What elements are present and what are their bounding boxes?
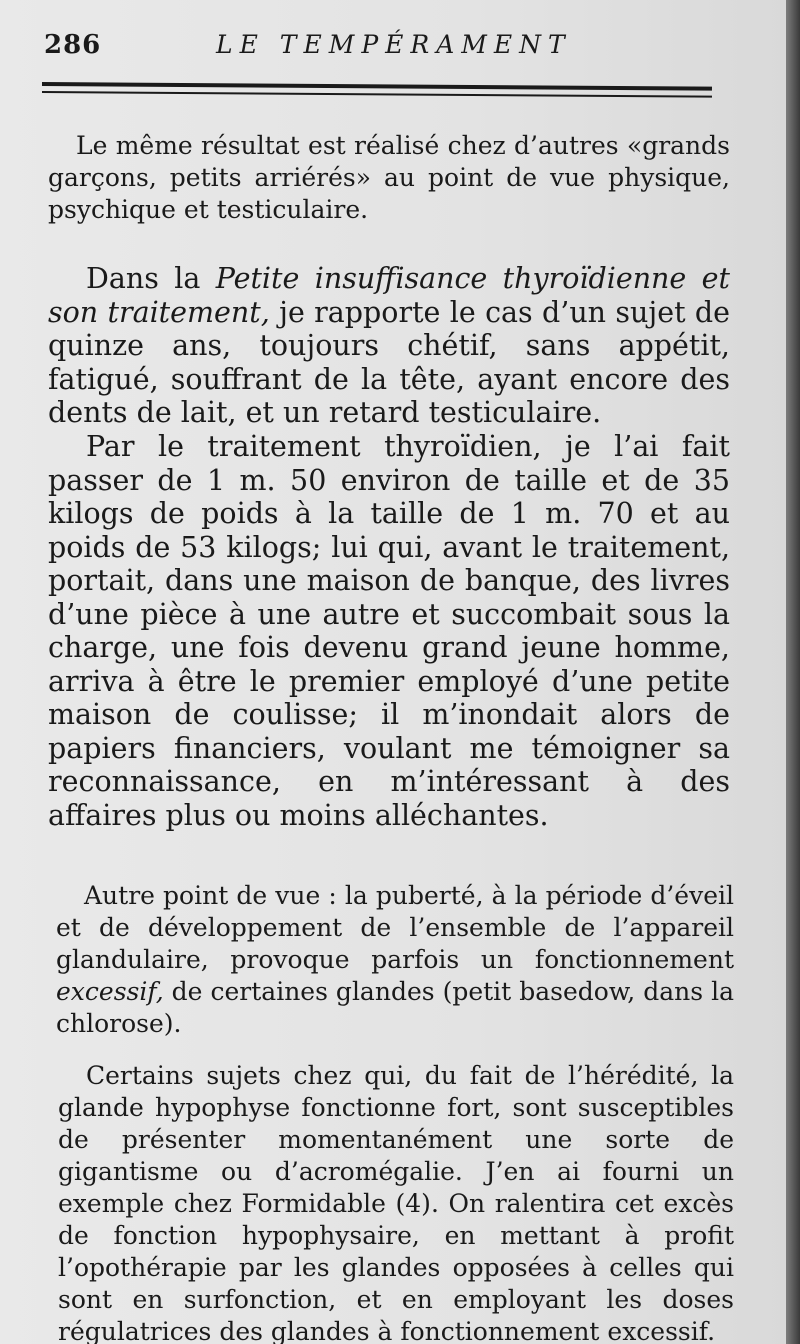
header-rule-thin	[42, 91, 712, 98]
paragraph-2-start: Dans la	[86, 262, 216, 295]
paragraph-1: Le même résultat est réalisé chez d’autres «grands garçons, petits arriérés» au point de vue physique, psychique et testiculaire.	[48, 131, 730, 224]
paragraph-5: Certains sujets chez qui, du fait de l’hérédité, la glande hypophyse fonctionne fort, sont susceptibles de présenter momentanément une sorte de gigantisme ou d’acromégalie. J’en ai fourni un exemple chez Formidable (4). On ralentira cet excès de fonction hypophysaire, en mettant à profit l’opothérapie par les glandes opposées à celles qui sont en surfonction, et en employant les doses régulatrices des glandes à fonctionnement excessif.	[58, 1061, 734, 1344]
cited-work-title: Petite insuffisance thyroïdienne et son traitement,	[48, 262, 730, 329]
paragraph-4	[56, 880, 734, 1040]
emphasis-excessif: excessif,	[56, 977, 164, 1006]
paragraph-2-end: je rapporte le cas d’un sujet de quinze ans, toujours chétif, sans appétit, fatigué, souffrant de la tête, ayant encore des dents de lait, et un retard testiculaire.	[48, 295, 730, 429]
page-number: 286	[44, 30, 102, 60]
paragraph-4-end: de certaines glandes (petit basedow, dans la chlorose).	[56, 977, 734, 1038]
page-edge-shadow	[786, 0, 800, 1344]
running-title: LE TEMPÉRAMENT	[216, 30, 572, 59]
header-rule-thick	[42, 82, 712, 91]
page-header	[44, 30, 724, 70]
paragraph-4-start: Autre point de vue : la puberté, à la période d’éveil et de développement de l’ensemble de l’appareil glandulaire, provoque parfois un fonctionnement	[56, 881, 734, 974]
paragraph-2	[48, 262, 730, 430]
paragraph-3: Par le traitement thyroïdien, je l’ai fait passer de 1 m. 50 environ de taille et de 35 kilogs de poids à la taille de 1 m. 70 et au poids de 53 kilogs; lui qui, avant le traitement, portait, dans une maison de banque, des livres d’une pièce à une autre et succombait sous la charge, une fois devenu grand jeune homme, arriva à être le premier employé d’une petite maison de coulisse; il m’inondait alors de papiers financiers, voulant me témoigner sa reconnaissance, en m’intéressant à des affaires plus ou moins alléchantes.	[48, 430, 730, 832]
